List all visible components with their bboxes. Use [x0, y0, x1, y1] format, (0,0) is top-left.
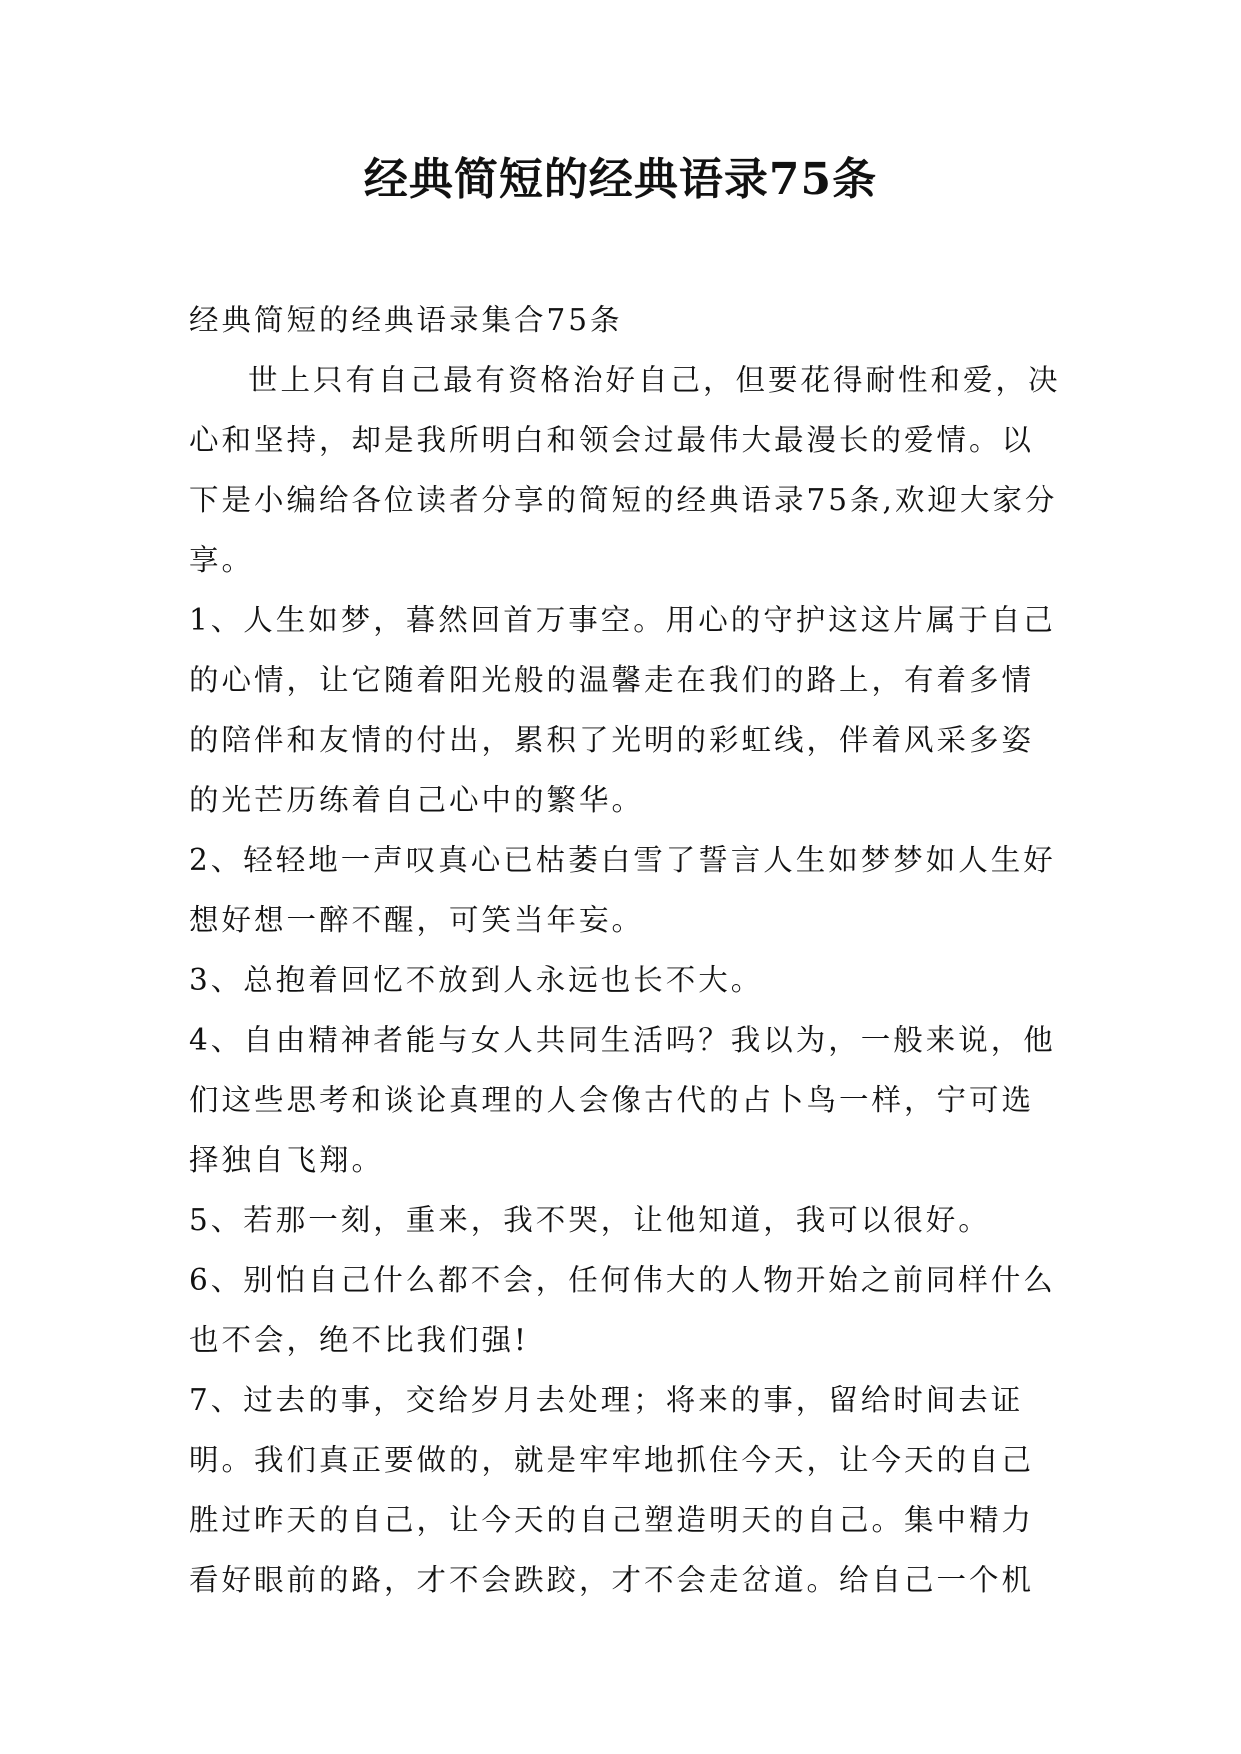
intro-paragraph: 世上只有自己最有资格治好自己，但要花得耐性和爱，决心和坚持，却是我所明白和领会过最伟大最漫长的爱情。以下是小编给各位读者分享的简短的经典语录75条,欢迎大家分享。 [189, 363, 1061, 577]
quote-item-5: 5、若那一刻，重来，我不哭，让他知道，我可以很好。 [189, 1203, 991, 1237]
document-title: 经典简短的经典语录75条 [363, 154, 878, 205]
quote-item-2: 2、轻轻地一声叹真心已枯萎白雪了誓言人生如梦梦如人生好想好想一醉不醒，可笑当年妄。 [189, 843, 1056, 937]
document-subtitle: 经典简短的经典语录集合75条 [189, 303, 623, 337]
quote-item-4: 4、自由精神者能与女人共同生活吗？我以为，一般来说，他们这些思考和谈论真理的人会像古代的占卜鸟一样，宁可选择独自飞翔。 [189, 1023, 1056, 1177]
quote-item-7: 7、过去的事，交给岁月去处理；将来的事，留给时间去证明。我们真正要做的，就是牢牢地抓住今天，让今天的自己胜过昨天的自己，让今天的自己塑造明天的自己。集中精力看好眼前的路，才不会跌跤，才不会走岔道。给自己一个机 [189, 1383, 1035, 1597]
quote-item-1: 1、人生如梦，暮然回首万事空。用心的守护这这片属于自己的心情，让它随着阳光般的温馨走在我们的路上，有着多情的陪伴和友情的付出，累积了光明的彩虹线，伴着风采多姿的光芒历练着自己心中的繁华。 [189, 603, 1056, 817]
document-body [189, 290, 1064, 1610]
quote-item-3: 3、总抱着回忆不放到人永远也长不大。 [189, 963, 764, 997]
quote-item-6: 6、别怕自己什么都不会，任何伟大的人物开始之前同样什么也不会，绝不比我们强! [189, 1263, 1056, 1357]
